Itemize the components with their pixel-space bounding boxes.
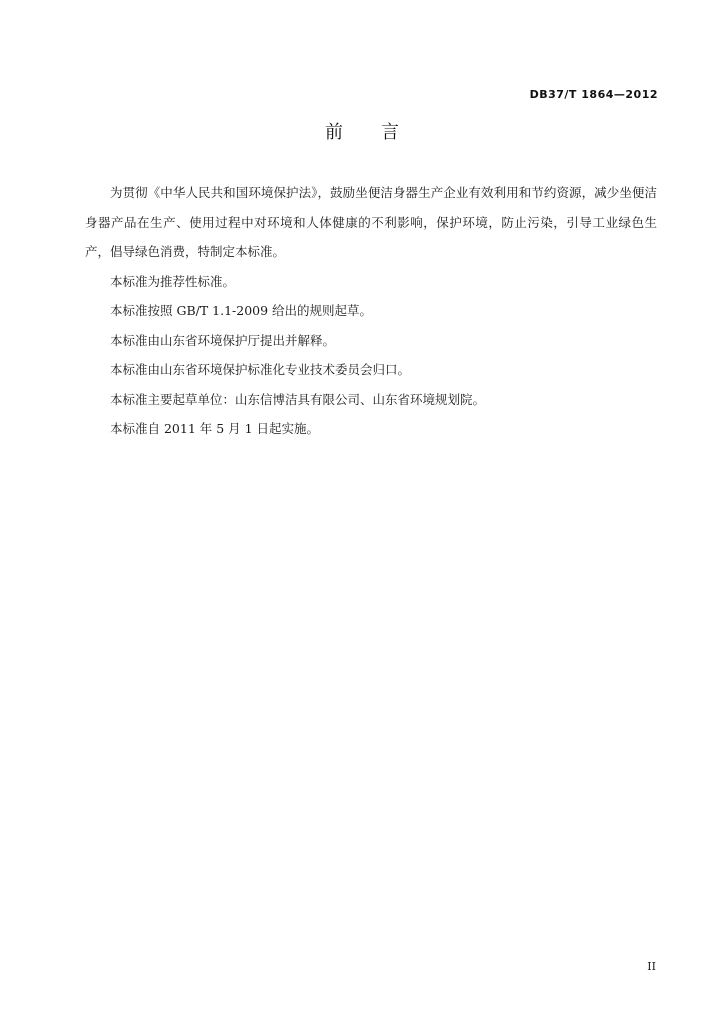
paragraph-recommended: 本标准为推荐性标准。	[110, 273, 236, 289]
foreword-body	[85, 178, 657, 444]
paragraph-effective-date: 本标准自 2011 年 5 月 1 日起实施。	[110, 421, 320, 436]
page-title: 前言	[325, 122, 437, 143]
paragraph-purpose: 为贯彻《中华人民共和国环境保护法》，鼓励坐便洁身器生产企业有效利用和节约资源，减少坐便洁身器产品在生产、使用过程中对环境和人体健康的不利影响，保护环境，防止污染，引导工业绿色生产，倡导绿色消费，特制定本标准。	[85, 185, 657, 259]
paragraph-drafters: 本标准主要起草单位：山东信博洁具有限公司、山东省环境规划院。	[110, 391, 486, 407]
paragraph-drafting-rules: 本标准按照 GB/T 1.1-2009 给出的规则起草。	[110, 303, 373, 318]
paragraph-centralized: 本标准由山东省环境保护标准化专业技术委员会归口。	[110, 362, 411, 377]
page-number: II	[647, 960, 656, 973]
paragraph-proposer: 本标准由山东省环境保护厅提出并解释。	[110, 332, 336, 348]
standard-code: DB37/T 1864—2012	[529, 88, 658, 101]
